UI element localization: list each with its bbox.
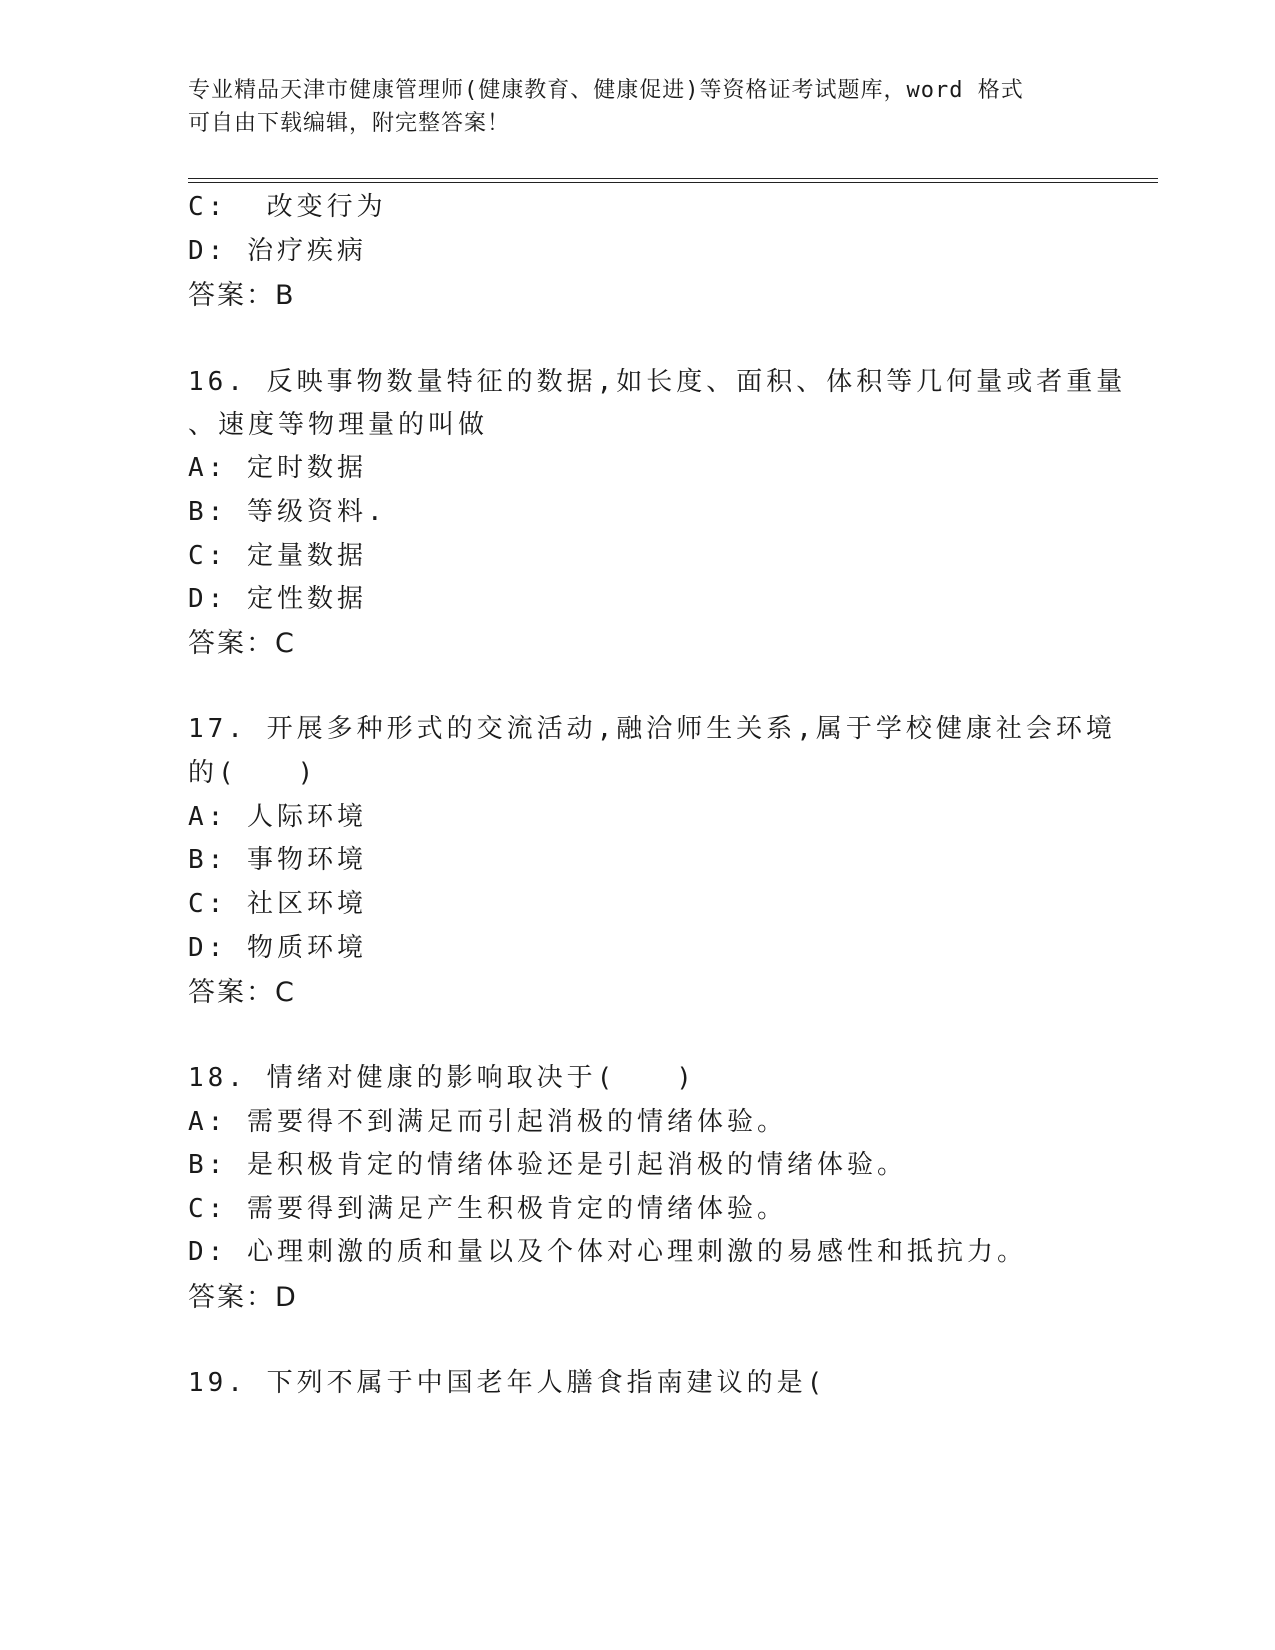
- header-title-line-1: 专业精品天津市健康管理师(健康教育、健康促进)等资格证考试题库，word 格式: [188, 78, 1024, 103]
- q18-option-d: D: 心理刺激的质和量以及个体对心理刺激的易感性和抵抗力。: [188, 1237, 1027, 1267]
- q17-stem-line-2: 的( ): [188, 758, 318, 788]
- q18-stem-line-1: 18. 情绪对健康的影响取决于( ): [188, 1063, 696, 1093]
- q17-option-c: C: 社区环境: [188, 889, 367, 919]
- q16-option-a: A: 定时数据: [188, 453, 367, 483]
- header-title-line-2: 可自由下载编辑，附完整答案！: [188, 111, 511, 136]
- q17-answer: 答案：C: [188, 977, 296, 1008]
- q17-option-b: B: 事物环境: [188, 845, 367, 875]
- q19-stem-line-1: 19. 下列不属于中国老年人膳食指南建议的是(: [188, 1368, 827, 1398]
- q15-answer: 答案：B: [188, 280, 296, 311]
- q16-option-d: D: 定性数据: [188, 584, 367, 614]
- q17-option-a: A: 人际环境: [188, 802, 367, 832]
- q16-stem-line-1: 16. 反映事物数量特征的数据,如长度、面积、体积等几何量或者重量: [188, 367, 1127, 397]
- q16-option-c: C: 定量数据: [188, 541, 367, 571]
- document-header: [188, 74, 1088, 140]
- q15-option-c: C: 改变行为: [188, 192, 387, 222]
- q15-option-d: D: 治疗疾病: [188, 236, 367, 266]
- q18-option-b: B: 是积极肯定的情绪体验还是引起消极的情绪体验。: [188, 1150, 907, 1180]
- header-divider: [188, 178, 1158, 183]
- q17-option-d: D: 物质环境: [188, 933, 367, 963]
- q18-answer: 答案：D: [188, 1282, 298, 1313]
- q17-stem-line-1: 17. 开展多种形式的交流活动,融洽师生关系,属于学校健康社会环境: [188, 714, 1116, 744]
- q16-option-b: B: 等级资料.: [188, 497, 387, 527]
- q18-option-c: C: 需要得到满足产生积极肯定的情绪体验。: [188, 1194, 787, 1224]
- q16-stem-line-2: 、速度等物理量的叫做: [188, 410, 489, 440]
- q18-option-a: A: 需要得不到满足而引起消极的情绪体验。: [188, 1107, 787, 1137]
- q16-answer: 答案：C: [188, 628, 296, 659]
